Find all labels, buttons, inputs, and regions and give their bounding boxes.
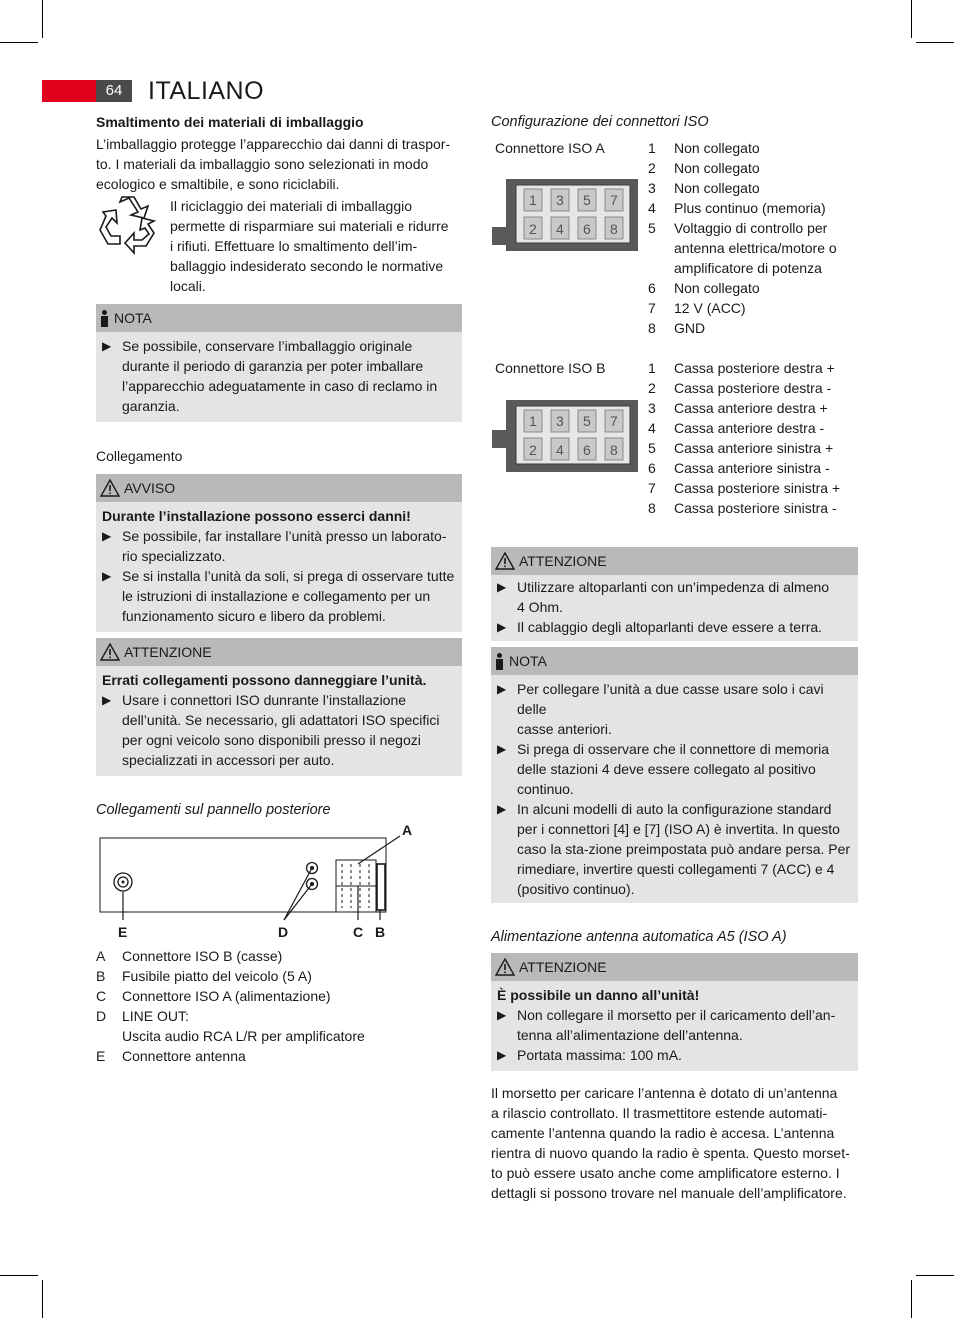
figure-label-b: B bbox=[375, 924, 386, 940]
nota-box bbox=[96, 304, 462, 422]
list-item: 8 Cassa posteriore sinistra - bbox=[648, 500, 837, 516]
list-item: ▶ Il cablaggio degli altoparlanti deve essere a terra. bbox=[497, 619, 823, 635]
bullet-arrow-icon: ▶ bbox=[497, 682, 507, 696]
list-item: ▶ Si prega di osservare che il connettore di memoria delle stazioni 4 deve essere collegato al positivo continuo. bbox=[497, 741, 830, 797]
list-item: 2 Cassa posteriore destra - bbox=[648, 380, 832, 396]
nota-box-header: NOTA bbox=[96, 304, 462, 332]
crop-mark bbox=[911, 1280, 912, 1318]
list-item: 5 Cassa anteriore sinistra + bbox=[648, 440, 834, 456]
attenzione-box: ATTENZIONE È possibile un danno all’unità! ▶ Non collegare il morsetto per il caricamento dell’an- tenna all’alimentazione dell’antenna. ▶ Portata massima: 100 mA. bbox=[491, 953, 858, 1071]
crop-mark bbox=[0, 1275, 38, 1276]
recycle-block: Il riciclaggio dei materiali di imballaggio permette di risparmiare sui materiali e ridurre i rifiuti. Effettuare lo smaltimento dell’im- ballaggio indesiderato secondo le normative locali. bbox=[96, 196, 462, 296]
crop-mark bbox=[42, 1280, 43, 1318]
left-column bbox=[96, 112, 462, 1066]
iso-config-title: Configurazione dei connettori ISO bbox=[491, 114, 709, 130]
figure-label-a: A bbox=[402, 822, 413, 838]
iso-b-label: Connettore ISO B bbox=[495, 360, 606, 376]
bullet-arrow-icon: ▶ bbox=[102, 693, 112, 707]
list-item: A Connettore ISO B (casse) bbox=[96, 948, 283, 964]
recycle-icon bbox=[96, 196, 170, 296]
list-item: ▶ Utilizzare altoparlanti con un’impedenza di almeno 4 Ohm. bbox=[497, 579, 830, 615]
crop-mark bbox=[0, 42, 38, 43]
crop-mark bbox=[916, 1275, 954, 1276]
packaging-title: Smaltimento dei materiali di imballaggio bbox=[96, 114, 364, 130]
rear-panel-title: Collegamenti sul pannello posteriore bbox=[96, 802, 331, 818]
warning-icon bbox=[100, 643, 120, 661]
list-item: 4 Plus continuo (memoria) bbox=[648, 200, 826, 216]
bullet-arrow-icon: ▶ bbox=[497, 1008, 507, 1022]
crop-mark bbox=[42, 0, 43, 38]
bullet-arrow-icon: ▶ bbox=[497, 1048, 507, 1062]
list-item: D LINE OUT: Uscita audio RCA L/R per amplificatore bbox=[96, 1008, 365, 1044]
right-column-lower bbox=[491, 547, 858, 1203]
iso-a-pin-list bbox=[648, 138, 858, 338]
warning-icon bbox=[495, 552, 515, 570]
list-item: 1 Cassa posteriore destra + bbox=[648, 360, 835, 376]
iso-b-pin-list bbox=[648, 358, 858, 518]
list-item: 6 Non collegato bbox=[648, 280, 760, 296]
avviso-box-header: AVVISO bbox=[96, 474, 462, 502]
warning-icon bbox=[100, 479, 120, 497]
iso-a-connector-diagram: 1 3 5 7 2 4 6 8 bbox=[492, 179, 638, 251]
bullet-arrow-icon: ▶ bbox=[497, 802, 507, 816]
list-item: 2 Non collegato bbox=[648, 160, 760, 176]
list-item: 6 Cassa anteriore sinistra - bbox=[648, 460, 830, 476]
attenzione-box-header: ATTENZIONE bbox=[491, 953, 858, 981]
list-item: 3 Non collegato bbox=[648, 180, 760, 196]
list-item: ▶ Portata massima: 100 mA. bbox=[497, 1047, 682, 1063]
list-item: 4 Cassa anteriore destra - bbox=[648, 420, 825, 436]
list-item: ▶ Se si installa l’unità da soli, si prega di osservare tutte le istruzioni di installazione e collegamento per un funzionamento sicuro e libero da problemi. bbox=[102, 568, 455, 624]
bullet-arrow-icon: ▶ bbox=[102, 529, 112, 543]
list-item: ▶ Se possibile, conservare l’imballaggio originale durante il periodo di garanzia per poter imballare l’apparecchio adeguatamente in caso di reclamo in garanzia. bbox=[102, 338, 438, 414]
list-item: ▶ Usare i connettori ISO dunrante l’installazione dell’unità. Se necessario, gli adattatori ISO specifici per ogni veicolo sono disponibili presso il negozi specializzati in accessori per auto. bbox=[102, 692, 440, 768]
list-item: 7 12 V (ACC) bbox=[648, 300, 746, 316]
bullet-arrow-icon: ▶ bbox=[102, 569, 112, 583]
list-item: 7 Cassa posteriore sinistra + bbox=[648, 480, 841, 496]
bullet-arrow-icon: ▶ bbox=[497, 620, 507, 634]
antenna-description: Il morsetto per caricare l’antenna è dotato di un’antenna a rilascio controllato. Il trasmettitore estende automati- camente l’antenna quando la radio è accesa. L’antenna rientra di nuovo quando la radio è spenta. Questo morset- to può essere usato anche come amplificatore esterno. I dettagli si possono trovare nel manuale dell’amplificatore. bbox=[491, 1085, 850, 1201]
list-item: 1 Non collegato bbox=[648, 140, 760, 156]
warning-icon bbox=[495, 958, 515, 976]
list-item: E Connettore antenna bbox=[96, 1048, 246, 1064]
connection-title: Collegamento bbox=[96, 448, 183, 464]
page-title: ITALIANO bbox=[148, 77, 265, 105]
nota-box-header: NOTA bbox=[491, 647, 858, 675]
list-item: ▶ Per collegare l’unità a due casse usare solo i cavi delle casse anteriori. bbox=[497, 681, 824, 737]
attenzione-box: ATTENZIONE Errati collegamenti possono danneggiare l’unità. ▶ Usare i connettori ISO dunrante l’installazione dell’unità. Se necessario, gli adattatori ISO specifici per ogni veicolo sono disponibili presso il negozi specializzati in accessori per auto. bbox=[96, 638, 462, 776]
list-item: 8 GND bbox=[648, 320, 706, 336]
list-item: 5 Voltaggio di controllo per antenna elettrica/motore o amplificatore di potenza bbox=[648, 220, 837, 276]
attenzione-box-header: ATTENZIONE bbox=[96, 638, 462, 666]
header-accent-bar bbox=[42, 80, 98, 102]
list-item: C Connettore ISO A (alimentazione) bbox=[96, 988, 331, 1004]
list-item: ▶ Non collegare il morsetto per il caricamento dell’an- tenna all’alimentazione dell’antenna. bbox=[497, 1007, 836, 1043]
bullet-arrow-icon: ▶ bbox=[102, 339, 112, 353]
figure-label-e: E bbox=[118, 924, 128, 940]
nota-box bbox=[491, 647, 858, 903]
list-item: 3 Cassa anteriore destra + bbox=[648, 400, 828, 416]
bullet-arrow-icon: ▶ bbox=[497, 742, 507, 756]
crop-mark bbox=[916, 42, 954, 43]
list-item: ▶ Se possibile, far installare l’unità presso un laborato- rio specializzato. bbox=[102, 528, 447, 564]
iso-b-connector-diagram: 1 3 5 7 2 4 6 8 bbox=[492, 400, 638, 472]
iso-a-label: Connettore ISO A bbox=[495, 140, 605, 156]
info-icon bbox=[495, 651, 505, 671]
packaging-intro: L’imballaggio protegge l’apparecchio dai danni di traspor- to. I materiali da imballaggio sono selezionati in modo ecologico e smaltibile, e sono riciclabili. bbox=[96, 136, 451, 192]
crop-mark bbox=[911, 0, 912, 38]
figure-legend bbox=[96, 946, 462, 1066]
info-icon bbox=[100, 308, 110, 328]
page-number: 64 bbox=[96, 80, 132, 102]
figure-label-c: C bbox=[353, 924, 364, 940]
rear-panel-figure bbox=[96, 824, 462, 944]
bullet-arrow-icon: ▶ bbox=[497, 580, 507, 594]
list-item: B Fusibile piatto del veicolo (5 A) bbox=[96, 968, 312, 984]
antenna-title: Alimentazione antenna automatica A5 (ISO A) bbox=[491, 929, 787, 945]
attenzione-box-header: ATTENZIONE bbox=[491, 547, 858, 575]
list-item: ▶ In alcuni modelli di auto la configurazione standard per i connettori [4] e [7] (ISO A) è invertita. In questo caso la sta-zione preimpostata può andare persa. Per rimediare, invertire questi collegamenti 7 (ACC) e 4 (positivo continuo). bbox=[497, 801, 851, 897]
figure-label-d: D bbox=[278, 924, 289, 940]
avviso-box: AVVISO Durante l’installazione possono esserci danni! ▶ Se possibile, far installare l’unità presso un laborato- rio specializzato. ▶ Se si installa l’unità da soli, si prega di osservare tutte le istruzioni di installazione e collegamento per un funzionamento sicuro e libero da problemi. bbox=[96, 474, 462, 632]
right-column bbox=[491, 112, 858, 132]
attenzione-box bbox=[491, 547, 858, 641]
